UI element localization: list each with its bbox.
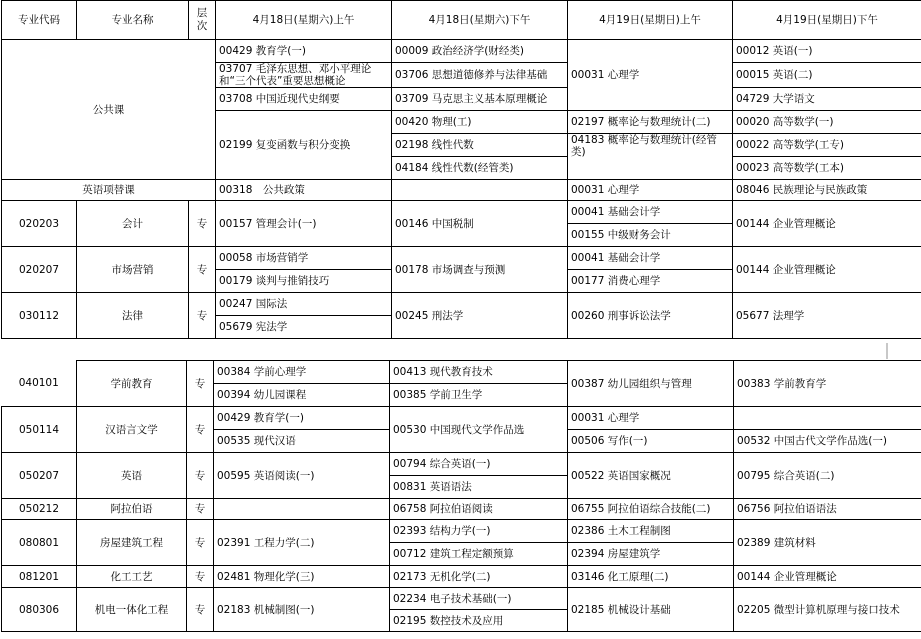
cell-text: 06755 阿拉伯语综合技能(二) (568, 499, 734, 520)
major-code: 040101 (18, 377, 59, 390)
major-code: 030112 (2, 293, 77, 339)
major-level: 专 (189, 201, 216, 247)
major-name: 会计 (77, 201, 189, 247)
major-level: 专 (187, 499, 214, 520)
major-name: 英语 (77, 453, 187, 499)
cell-text: 00146 中国税制 (392, 201, 568, 247)
cell-text: 03707 毛泽东思想、邓小平理论和“三个代表”重要思想概论 (216, 63, 392, 88)
cell-text: 06756 阿拉伯语语法 (734, 499, 921, 520)
major-level: 专 (187, 407, 214, 453)
cell-text: 04184 线性代数(经管类) (392, 157, 568, 180)
cell-text: 00178 市场调查与预测 (392, 247, 568, 293)
cell-text: 02389 建筑材料 (734, 520, 921, 566)
cell-text: 00794 综合英语(一) (390, 453, 568, 476)
cell-text: 02394 房屋建筑学 (568, 543, 734, 566)
cell-text: 08046 民族理论与民族政策 (733, 180, 921, 201)
major-name: 汉语言文学 (77, 407, 187, 453)
cell-text: 00023 高等数学(工本) (733, 157, 921, 180)
cell-text: 00387 幼儿园组织与管理 (568, 361, 734, 407)
cell-text: 00012 英语(一) (733, 40, 921, 63)
cell-text: 00384 学前心理学 (214, 361, 390, 384)
cell-text: 00532 中国古代文学作品选(一) (734, 430, 921, 453)
cell-text: 00535 现代汉语 (214, 430, 390, 453)
major-level: 专 (187, 361, 214, 407)
cell-text: 00155 中级财务会计 (568, 224, 733, 247)
cell-text: 00385 学前卫生学 (390, 384, 568, 407)
cell-text: 00318 公共政策 (216, 180, 392, 201)
cell-text: 05679 宪法学 (216, 316, 392, 339)
cell-text: 00247 国际法 (216, 293, 392, 316)
major-name: 法律 (77, 293, 189, 339)
major-name: 阿拉伯语 (77, 499, 187, 520)
page-break-marker (886, 343, 888, 359)
cell-text: 00009 政治经济学(财经类) (392, 40, 568, 63)
header-session-1: 4月18日(星期六)上午 (216, 1, 392, 40)
major-code: 050212 (2, 499, 77, 520)
major-level: 专 (189, 247, 216, 293)
cell-text: 00522 英语国家概况 (568, 453, 734, 499)
cell-text: 00015 英语(二) (733, 63, 921, 88)
cell-text: 00420 物理(工) (392, 111, 568, 134)
header-session-3: 4月19日(星期日)上午 (568, 1, 733, 40)
cell-text: 00383 学前教育学 (734, 361, 921, 407)
cell-text: 03146 化工原理(二) (568, 566, 734, 588)
exam-schedule-table-bottom (1, 360, 921, 632)
cell-text: 00031 心理学 (568, 407, 734, 430)
major-code: 050114 (2, 407, 77, 453)
cell-text: 00831 英语语法 (390, 476, 568, 499)
cell-text: 00020 高等数学(一) (733, 111, 921, 134)
major-name: 市场营销 (77, 247, 189, 293)
major-name: 房屋建筑工程 (77, 520, 187, 566)
cell-text: 00058 市场营销学 (216, 247, 392, 270)
major-name: 化工工艺 (77, 566, 187, 588)
cell-text: 02195 数控技术及应用 (390, 610, 568, 632)
cell-text: 00429 教育学(一) (216, 40, 392, 63)
cell-text: 00712 建筑工程定额预算 (390, 543, 568, 566)
english-substitute-label: 英语项替课 (2, 180, 216, 201)
cell-text: 00413 现代教育技术 (390, 361, 568, 384)
cell-text: 00506 写作(一) (568, 430, 734, 453)
cell-text: 02198 线性代数 (392, 134, 568, 157)
major-level: 专 (189, 293, 216, 339)
cell-text: 00022 高等数学(工专) (733, 134, 921, 157)
cell-text: 00429 教育学(一) (214, 407, 390, 430)
cell-text: 02199 复变函数与积分变换 (216, 111, 392, 180)
cell-text: 02197 概率论与数理统计(二) (568, 111, 733, 134)
major-level: 专 (187, 566, 214, 588)
cell-text: 06758 阿拉伯语阅读 (390, 499, 568, 520)
major-name: 学前教育 (77, 361, 187, 407)
cell-text: 00245 刑法学 (392, 293, 568, 339)
cell-text: 00041 基础会计学 (568, 247, 733, 270)
cell-text: 04183 概率论与数理统计(经管类) (568, 134, 733, 180)
cell-text: 02234 电子技术基础(一) (390, 588, 568, 610)
cell-text (734, 407, 921, 430)
header-major-name: 专业名称 (77, 1, 189, 40)
cell-text: 02393 结构力学(一) (390, 520, 568, 543)
header-major-code: 专业代码 (2, 1, 77, 40)
cell-text: 02185 机械设计基础 (568, 588, 734, 632)
cell-text: 03706 思想道德修养与法律基础 (392, 63, 568, 88)
cell-text: 00041 基础会计学 (568, 201, 733, 224)
major-code: 020207 (2, 247, 77, 293)
major-code: 050207 (2, 453, 77, 499)
cell-text: 02205 微型计算机原理与接口技术 (734, 588, 921, 632)
exam-schedule-table-top (1, 0, 921, 339)
cell-text: 00144 企业管理概论 (733, 247, 921, 293)
major-code: 081201 (2, 566, 77, 588)
header-level: 层次 (189, 1, 216, 40)
major-name: 机电一体化工程 (77, 588, 187, 632)
header-row (2, 1, 921, 40)
major-code: 080306 (2, 588, 77, 632)
cell-text: 00394 幼儿园课程 (214, 384, 390, 407)
cell-text: 00157 管理会计(一) (216, 201, 392, 247)
cell-text: 00530 中国现代文学作品选 (390, 407, 568, 453)
cell-text: 02391 工程力学(二) (214, 520, 390, 566)
major-code: 020203 (2, 201, 77, 247)
major-level: 专 (187, 588, 214, 632)
cell-text: 00595 英语阅读(一) (214, 453, 390, 499)
major-code: 080801 (2, 520, 77, 566)
header-session-4: 4月19日(星期日)下午 (733, 1, 921, 40)
cell-text: 00144 企业管理概论 (733, 201, 921, 247)
cell-text: 03708 中国近现代史纲要 (216, 88, 392, 111)
cell-text: 02481 物理化学(三) (214, 566, 390, 588)
public-course-label: 公共课 (2, 40, 216, 180)
cell-text (392, 180, 568, 201)
cell-text: 00795 综合英语(二) (734, 453, 921, 499)
cell-text: 00179 谈判与推销技巧 (216, 270, 392, 293)
cell-text: 00031 心理学 (568, 40, 733, 111)
cell-text: 00031 心理学 (568, 180, 733, 201)
cell-text: 02386 土木工程制图 (568, 520, 734, 543)
major-level: 专 (187, 453, 214, 499)
cell-text: 00177 消费心理学 (568, 270, 733, 293)
cell-text: 00144 企业管理概论 (734, 566, 921, 588)
cell-text: 03709 马克思主义基本原理概论 (392, 88, 568, 111)
major-level: 专 (187, 520, 214, 566)
cell-text: 02173 无机化学(二) (390, 566, 568, 588)
cell-text: 05677 法理学 (733, 293, 921, 339)
cell-text: 02183 机械制图(一) (214, 588, 390, 632)
cell-text: 04729 大学语文 (733, 88, 921, 111)
cell-text: 00260 刑事诉讼法学 (568, 293, 733, 339)
cell-text (214, 499, 390, 520)
header-session-2: 4月18日(星期六)下午 (392, 1, 568, 40)
